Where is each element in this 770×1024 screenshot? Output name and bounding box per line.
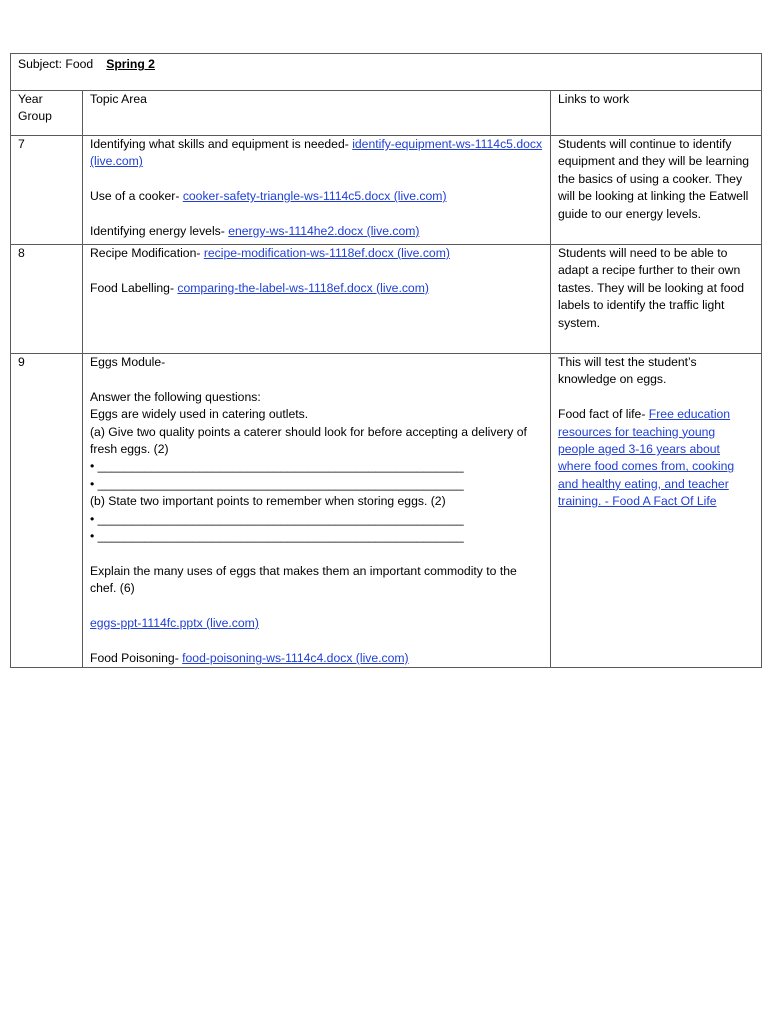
topic-item <box>90 245 544 262</box>
term-label: Spring 2 <box>106 57 155 71</box>
topic-text: Food Labelling- <box>90 280 178 295</box>
table-row <box>11 245 762 354</box>
subject-cell <box>11 54 762 91</box>
notes-cell <box>551 354 762 668</box>
year-value: 9 <box>18 355 25 369</box>
worksheet-link[interactable]: recipe-modification-ws-1118ef.docx (live.com) <box>203 246 450 260</box>
year-group-header-text: Year Group <box>18 92 52 124</box>
worksheet-link[interactable]: identify-equipment-ws-1114c5.docx (live.com) <box>90 137 543 169</box>
links-header <box>551 91 762 136</box>
topic-item <box>90 136 544 171</box>
worksheet-link[interactable]: food-poisoning-ws-1114c4.docx (live.com) <box>182 650 409 665</box>
topic-cell <box>83 354 551 668</box>
answer-line: • ______________________________________________________ <box>90 459 464 474</box>
notes-cell <box>551 136 762 245</box>
links-header-text: Links to work <box>558 92 630 106</box>
topic-item <box>90 188 544 205</box>
question-intro: Answer the following questions: <box>90 389 261 404</box>
worksheet-link[interactable]: energy-ws-1114he2.docx (live.com) <box>228 224 420 238</box>
answer-line: • ______________________________________________________ <box>90 476 464 491</box>
notes-cell <box>551 245 762 354</box>
fact-label: Food fact of life- <box>558 407 649 422</box>
column-header-row <box>11 91 762 136</box>
topic-text: Use of a cooker- <box>90 189 183 204</box>
table-row <box>11 354 762 668</box>
topic-item <box>90 615 544 632</box>
topic-cell <box>83 136 551 245</box>
worksheet-link[interactable]: cooker-safety-triangle-ws-1114c5.docx (live.com) <box>182 189 447 204</box>
year-value: 7 <box>18 137 25 151</box>
answer-line: • ______________________________________________________ <box>90 511 464 526</box>
year-cell <box>11 245 83 354</box>
topic-area-header <box>83 91 551 136</box>
answer-line: • ______________________________________________________ <box>90 529 464 544</box>
question-stem: Eggs are widely used in catering outlets. <box>90 407 309 422</box>
question-a: (a) Give two quality points a caterer should look for before accepting a delivery of fresh eggs. (2) <box>90 424 527 457</box>
topic-item <box>90 280 544 297</box>
topic-item <box>90 650 544 667</box>
subject-label: Subject: Food <box>18 57 94 71</box>
fact-item <box>558 406 755 510</box>
year-value: 8 <box>18 246 25 260</box>
food-fact-link[interactable]: Free education resources for teaching young people aged 3-16 years about where food comes from, cooking and healthy eating, and teacher training. - Food A Fact Of Life <box>558 407 735 509</box>
year-group-header <box>11 91 83 136</box>
topic-text: Recipe Modification- <box>90 246 204 260</box>
year-cell <box>11 136 83 245</box>
table-row <box>11 136 762 245</box>
topic-cell <box>83 245 551 354</box>
notes-text: Students will continue to identify equipment and they will be learning the basics of using a cooker. They will be looking at linking the Eatwell guide to our energy levels. <box>558 137 750 221</box>
topic-area-header-text: Topic Area <box>90 92 147 106</box>
notes-text: Students will need to be able to adapt a recipe further to their own tastes. They will be looking at food labels to identify the traffic light system. <box>558 246 745 330</box>
question-c: Explain the many uses of eggs that makes them an important commodity to the chef. (6) <box>90 563 517 596</box>
module-title: Eggs Module- <box>90 355 166 369</box>
table-header-row <box>11 54 762 91</box>
question-b: (b) State two important points to remember when storing eggs. (2) <box>90 494 446 509</box>
ppt-link[interactable]: eggs-ppt-1114fc.pptx (live.com) <box>90 616 259 631</box>
year-cell <box>11 354 83 668</box>
topic-text: Identifying energy levels- <box>90 224 229 238</box>
worksheet-link[interactable]: comparing-the-label-ws-1118ef.docx (live.com) <box>177 280 429 295</box>
topic-text: Food Poisoning- <box>90 650 183 665</box>
curriculum-table <box>10 53 762 668</box>
topic-text: Identifying what skills and equipment is needed- <box>90 137 353 151</box>
topic-item <box>90 223 544 240</box>
notes-text: This will test the student’s knowledge on eggs. <box>558 355 697 387</box>
